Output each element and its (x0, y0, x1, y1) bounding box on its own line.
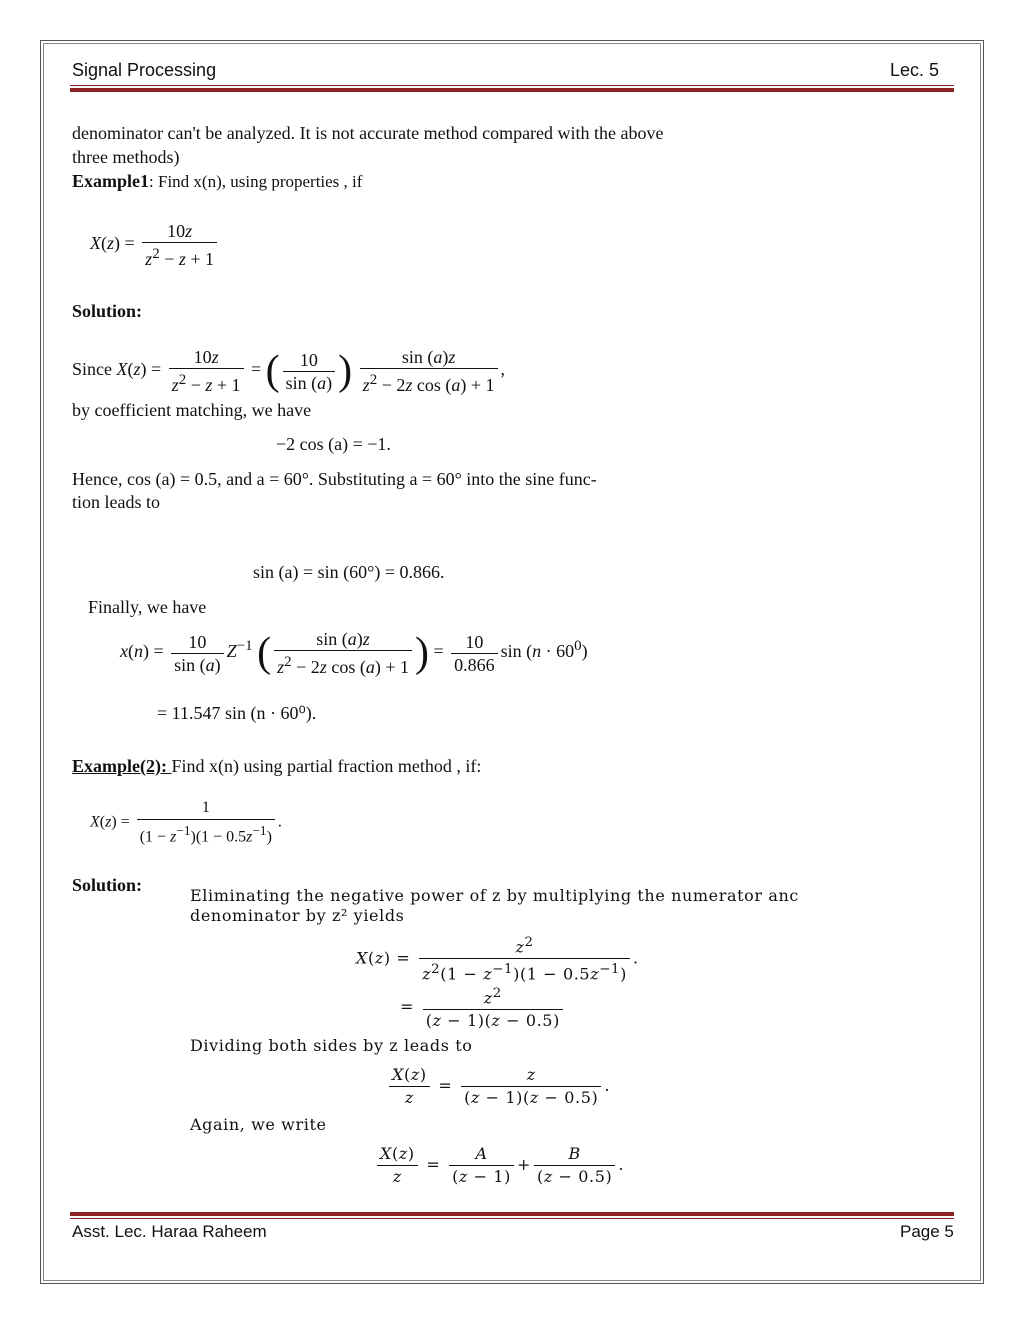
equation-sin: sin (a) = sin (60°) = 0.866. (253, 562, 445, 582)
footer-author: Asst. Lec. Haraa Raheem (72, 1222, 267, 1241)
intro-line-2: three methods) (72, 147, 180, 167)
finally-text: Finally, we have (88, 597, 207, 617)
hence-line-1: Hence, cos (a) = 0.5, and a = 60°. Substituting a = 60° into the sine func- (72, 469, 597, 489)
equation-result: = 11.547 sin (n · 60⁰). (157, 703, 317, 723)
equation-xz-1: X(z) = $\frac{10z}{z^2 - z + 1}$ (90, 220, 220, 270)
sol2-line-2: denominator by z² yields (190, 906, 405, 925)
example1-text: : Find x(n), using properties , if (149, 172, 363, 191)
coefficient-text: by coefficient matching, we have (72, 400, 312, 420)
again-text: Again, we write (190, 1115, 327, 1134)
header-rule (70, 88, 954, 92)
example2-text: Find x(n) using partial fraction method , if: (171, 756, 482, 776)
footer-rule (70, 1212, 954, 1216)
footer-page-number: Page 5 (900, 1222, 954, 1241)
equation-xz-3: X(z) = $\frac{z^2}{z^2(1 - z^{-1})(1 - 0.5z^{-1})}$ . (356, 932, 639, 986)
equation-cos: −2 cos (a) = −1. (276, 434, 391, 454)
header-title: Signal Processing (72, 60, 217, 80)
example1-heading (72, 169, 362, 194)
solution-label-2: Solution: (72, 875, 143, 895)
dividing-text: Dividing both sides by z leads to (190, 1036, 473, 1055)
equation-since: Since X(z) = $\frac{10z}{z^2 - z + 1}$ = ( $\frac{10}{\sin (a)}$ ) $\frac{\sin (a)z}{z^2 - 2z \cos (a) + 1}$ , (72, 347, 506, 395)
equation-xn: x(n) = $\frac{10}{\sin (a)}$ $Z^{-1}$ ( $\frac{\sin (a)z}{z^2 - 2z \cos (a) + 1}$ ) = $\frac{10}{0.866}$ $\sin (n \cdot 60^0)$ (120, 629, 588, 677)
equation-partial: $\frac{X(z)}{z}$ = $\frac{A}{(z - 1)}$ + $\frac{B}{(z - 0.5)}$ . (374, 1143, 624, 1188)
header-rule-thin (70, 85, 954, 86)
sol2-line-1: Eliminating the negative power of z by multiplying the numerator anc (190, 886, 799, 905)
example2-label: Example(2): (72, 756, 172, 776)
hence-line-2: tion leads to (72, 492, 160, 512)
since-word: Since (72, 359, 112, 380)
example1-label: Example1 (72, 171, 150, 191)
solution-label-1: Solution: (72, 301, 143, 321)
intro-line-1: denominator can't be analyzed. It is not accurate method compared with the above (72, 123, 664, 143)
equation-xz-2: X(z) = $\frac{1}{(1 - z^{-1})(1 - 0.5z^{-1})}$ . (90, 799, 282, 846)
equation-xz-over-z: $\frac{X(z)}{z}$ = $\frac{z}{(z - 1)(z - 0.5)}$ . (386, 1064, 610, 1109)
example2-heading (72, 754, 481, 778)
footer-rule-thin (70, 1218, 954, 1219)
equation-xz-4: = $\frac{z^2}{(z - 1)(z - 0.5)}$ (400, 983, 566, 1032)
header-lecture: Lec. 5 (890, 60, 940, 80)
